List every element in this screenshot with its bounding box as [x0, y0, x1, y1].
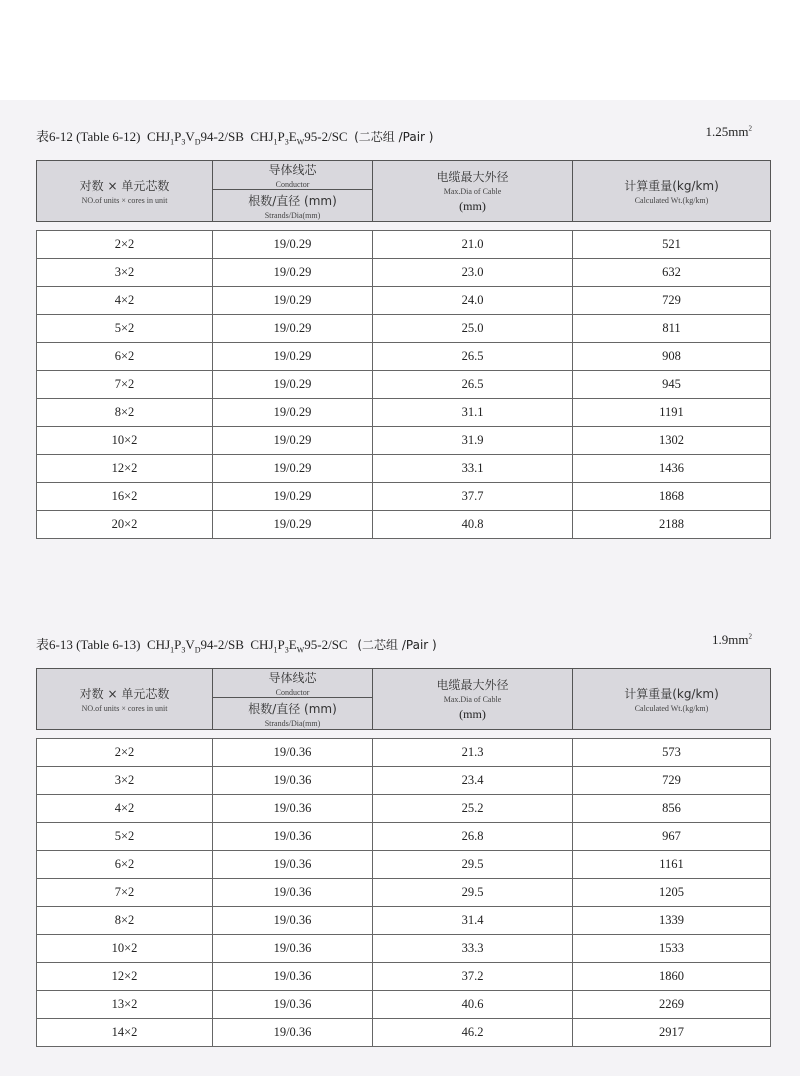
cell-dia: 31.9: [373, 427, 573, 455]
cell-weight: 729: [573, 767, 771, 795]
cell-weight: 632: [573, 259, 771, 287]
cell-units: 8×2: [37, 907, 213, 935]
cell-units: 3×2: [37, 259, 213, 287]
cell-strands: 19/0.29: [213, 315, 373, 343]
cell-strands: 19/0.29: [213, 427, 373, 455]
table-row: [37, 767, 771, 795]
cell-weight: 1436: [573, 455, 771, 483]
header-units: 对数 × 单元芯数 NO.of units × cores in unit: [37, 669, 213, 730]
cell-strands: 19/0.36: [213, 851, 373, 879]
pair-label: (二芯组 /Pair ): [357, 638, 437, 652]
pair-label: (二芯组 /Pair ): [354, 130, 434, 144]
cell-dia: 23.4: [373, 767, 573, 795]
cell-units: 2×2: [37, 231, 213, 259]
cell-strands: 19/0.29: [213, 511, 373, 539]
cell-weight: 1161: [573, 851, 771, 879]
table-row: [37, 259, 771, 287]
header-conductor: 导体线芯 Conductor: [213, 161, 373, 190]
cell-dia: 37.2: [373, 963, 573, 991]
cell-units: 4×2: [37, 795, 213, 823]
table-row: [37, 231, 771, 259]
header-strands: 根数/直径 (mm) Strands/Dia(mm): [213, 190, 373, 222]
cell-units: 6×2: [37, 343, 213, 371]
table-body: [36, 230, 771, 539]
cell-weight: 1533: [573, 935, 771, 963]
cell-dia: 37.7: [373, 483, 573, 511]
table-row: [37, 1019, 771, 1047]
table-number: 表6-13 (Table 6-13): [36, 637, 141, 652]
header-max-dia: 电缆最大外径 Max.Dia of Cable (mm): [373, 161, 573, 222]
cell-weight: 1339: [573, 907, 771, 935]
cell-dia: 23.0: [373, 259, 573, 287]
table-header: [36, 668, 771, 730]
table-row: [37, 991, 771, 1019]
cell-strands: 19/0.36: [213, 963, 373, 991]
table-title: [36, 126, 433, 147]
cell-units: 10×2: [37, 427, 213, 455]
cell-weight: 1205: [573, 879, 771, 907]
model-code-1: $CHJ_1P_3V_D94-2/SB$: [147, 637, 244, 655]
cell-dia: 33.1: [373, 455, 573, 483]
cell-units: 3×2: [37, 767, 213, 795]
cell-units: 7×2: [37, 371, 213, 399]
cell-units: 8×2: [37, 399, 213, 427]
table-row: [37, 287, 771, 315]
cell-strands: 19/0.29: [213, 231, 373, 259]
cell-strands: 19/0.36: [213, 823, 373, 851]
header-units: 对数 × 单元芯数 NO.of units × cores in unit: [37, 161, 213, 222]
table-row: [37, 343, 771, 371]
cell-strands: 19/0.29: [213, 483, 373, 511]
cell-weight: 1191: [573, 399, 771, 427]
table-number: 表6-12 (Table 6-12): [36, 129, 141, 144]
cell-dia: 24.0: [373, 287, 573, 315]
table-title-row: [0, 630, 800, 660]
cell-dia: 40.6: [373, 991, 573, 1019]
model-code-2: $CHJ_1P_3E_W95-2/SC$: [250, 129, 348, 147]
table-section-6-12: [0, 122, 800, 531]
table-title-row: [0, 122, 800, 152]
cross-section-unit: $1.9mm^2$: [712, 632, 752, 647]
cell-weight: 521: [573, 231, 771, 259]
cell-strands: 19/0.29: [213, 287, 373, 315]
cell-strands: 19/0.29: [213, 343, 373, 371]
cell-strands: 19/0.29: [213, 259, 373, 287]
cell-units: 10×2: [37, 935, 213, 963]
cell-weight: 811: [573, 315, 771, 343]
header-strands: 根数/直径 (mm) Strands/Dia(mm): [213, 698, 373, 730]
cell-weight: 729: [573, 287, 771, 315]
cell-strands: 19/0.29: [213, 371, 373, 399]
cell-weight: 856: [573, 795, 771, 823]
cell-weight: 2917: [573, 1019, 771, 1047]
cell-units: 13×2: [37, 991, 213, 1019]
header-max-dia: 电缆最大外径 Max.Dia of Cable (mm): [373, 669, 573, 730]
cell-dia: 31.4: [373, 907, 573, 935]
table-row: [37, 371, 771, 399]
cell-dia: 25.2: [373, 795, 573, 823]
cell-units: 2×2: [37, 739, 213, 767]
cell-dia: 33.3: [373, 935, 573, 963]
cell-dia: 26.8: [373, 823, 573, 851]
cell-units: 14×2: [37, 1019, 213, 1047]
table-row: [37, 963, 771, 991]
cell-weight: 1860: [573, 963, 771, 991]
cross-section-unit: $1.25mm^2$: [705, 124, 752, 139]
table-row: [37, 427, 771, 455]
cell-dia: 31.1: [373, 399, 573, 427]
cell-units: 12×2: [37, 963, 213, 991]
cell-strands: 19/0.29: [213, 455, 373, 483]
cell-dia: 21.3: [373, 739, 573, 767]
header-weight: 计算重量(kg/km) Calculated Wt.(kg/km): [573, 669, 771, 730]
cell-strands: 19/0.36: [213, 739, 373, 767]
cell-weight: 908: [573, 343, 771, 371]
model-code-1: $CHJ_1P_3V_D94-2/SB$: [147, 129, 244, 147]
cell-units: 6×2: [37, 851, 213, 879]
cell-units: 12×2: [37, 455, 213, 483]
model-code-2: $CHJ_1P_3E_W95-2/SC$: [250, 637, 348, 655]
header-weight: 计算重量(kg/km) Calculated Wt.(kg/km): [573, 161, 771, 222]
cell-strands: 19/0.36: [213, 795, 373, 823]
cell-dia: 46.2: [373, 1019, 573, 1047]
table-row: [37, 455, 771, 483]
cell-strands: 19/0.36: [213, 991, 373, 1019]
table-header: [36, 160, 771, 222]
cell-dia: 29.5: [373, 879, 573, 907]
header-conductor: 导体线芯 Conductor: [213, 669, 373, 698]
cell-dia: 25.0: [373, 315, 573, 343]
cell-weight: 573: [573, 739, 771, 767]
cell-dia: 40.8: [373, 511, 573, 539]
cell-strands: 19/0.36: [213, 879, 373, 907]
cell-weight: 967: [573, 823, 771, 851]
cell-strands: 19/0.36: [213, 1019, 373, 1047]
table-row: [37, 511, 771, 539]
cell-strands: 19/0.36: [213, 767, 373, 795]
table-row: [37, 739, 771, 767]
cell-strands: 19/0.36: [213, 907, 373, 935]
cell-dia: 26.5: [373, 343, 573, 371]
table-row: [37, 795, 771, 823]
table-row: [37, 483, 771, 511]
cell-units: 20×2: [37, 511, 213, 539]
cell-units: 16×2: [37, 483, 213, 511]
cell-dia: 26.5: [373, 371, 573, 399]
cell-units: 7×2: [37, 879, 213, 907]
cell-units: 5×2: [37, 315, 213, 343]
table-title: [36, 634, 437, 655]
cell-weight: 2188: [573, 511, 771, 539]
table-row: [37, 823, 771, 851]
cell-strands: 19/0.29: [213, 399, 373, 427]
cell-units: 5×2: [37, 823, 213, 851]
cell-dia: 21.0: [373, 231, 573, 259]
cell-units: 4×2: [37, 287, 213, 315]
cell-weight: 2269: [573, 991, 771, 1019]
cell-weight: 1868: [573, 483, 771, 511]
cell-dia: 29.5: [373, 851, 573, 879]
table-row: [37, 315, 771, 343]
cell-weight: 1302: [573, 427, 771, 455]
table-body: [36, 738, 771, 1047]
table-row: [37, 851, 771, 879]
table-row: [37, 935, 771, 963]
cell-strands: 19/0.36: [213, 935, 373, 963]
table-row: [37, 879, 771, 907]
table-row: [37, 399, 771, 427]
table-section-6-13: [0, 630, 800, 1039]
cell-weight: 945: [573, 371, 771, 399]
table-row: [37, 907, 771, 935]
